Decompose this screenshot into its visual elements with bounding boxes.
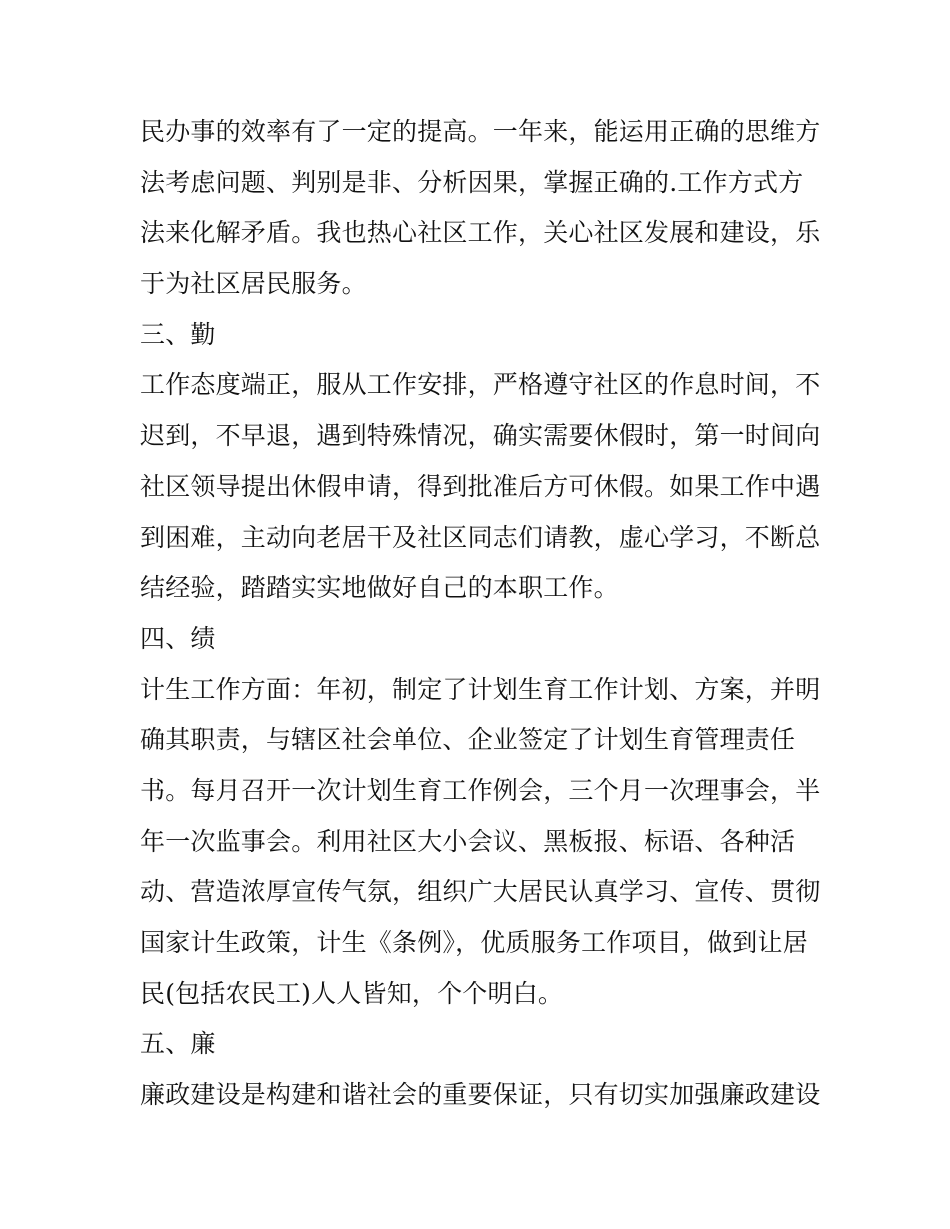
section-heading-lian: 五、廉 xyxy=(140,1029,216,1059)
body-line: 工作态度端正，服从工作安排，严格遵守社区的作息时间，不 xyxy=(140,370,821,400)
body-line: 民办事的效率有了一定的提高。一年来，能运用正确的思维方 xyxy=(140,117,821,146)
body-line: 廉政建设是构建和谐社会的重要保证，只有切实加强廉政建设 xyxy=(140,1080,821,1110)
body-line: 国家计生政策，计生《条例》，优质服务工作项目，做到让居 xyxy=(140,928,808,957)
body-line: 法考虑问题、判别是非、分析因果，掌握正确的.工作方式方 xyxy=(140,167,804,197)
body-line: 计生工作方面：年初，制定了计划生育工作计划、方案，并明 xyxy=(140,674,821,704)
body-line: 动、营造浓厚宣传气氛，组织广大居民认真学习、宣传、贯彻 xyxy=(140,877,821,907)
body-line: 年一次监事会。利用社区大小会议、黑板报、标语、各种活 xyxy=(140,826,796,856)
body-line: 结经验，踏踏实实地做好自己的本职工作。 xyxy=(140,573,619,603)
section-heading-qin: 三、勤 xyxy=(140,319,216,349)
body-line: 到困难，主动向老居干及社区同志们请教，虚心学习，不断总 xyxy=(140,522,821,552)
body-line: 社区领导提出休假申请，得到批准后方可休假。如果工作中遇 xyxy=(140,471,821,501)
body-line: 于为社区居民服务。 xyxy=(140,269,367,299)
body-line: 书。每月召开一次计划生育工作例会，三个月一次理事会，半 xyxy=(140,775,821,805)
body-line: 民(包括农民工)人人皆知，个个明白。 xyxy=(140,978,564,1008)
body-line: 确其职责，与辖区社会单位、企业签定了计划生育管理责任 xyxy=(140,725,796,755)
body-line: 迟到，不早退，遇到特殊情况，确实需要休假时，第一时间向 xyxy=(140,421,821,451)
section-heading-ji: 四、绩 xyxy=(140,623,216,653)
body-line: 法来化解矛盾。我也热心社区工作，关心社区发展和建设，乐 xyxy=(140,218,821,248)
document-page xyxy=(140,107,821,1121)
